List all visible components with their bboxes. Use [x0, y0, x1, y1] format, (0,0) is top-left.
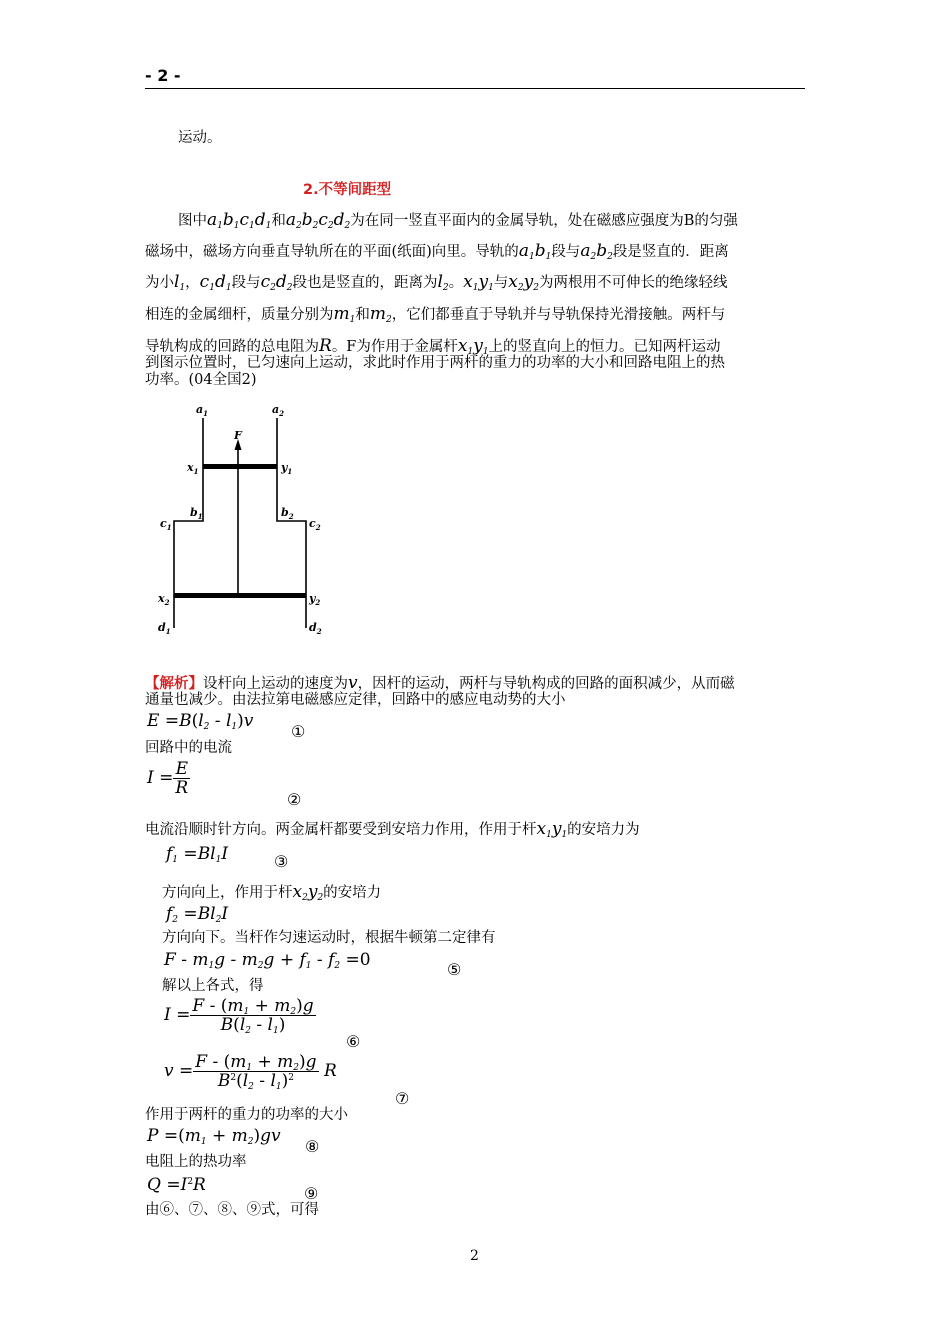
equation-current: I = $\frac{E}{R}$ — [147, 759, 189, 798]
text-line: 电流沿顺时针方向。两金属杆都要受到安培力作用，作用于杆$x_1y_1$的安培力为 — [145, 819, 640, 840]
equation-f2: $f_2 =Bl_2I$ — [166, 904, 229, 925]
text-line: 解以上各式，得 — [162, 978, 264, 994]
text-line: 作用于两杆的重力的功率的大小 — [145, 1107, 348, 1123]
label-y2: $y_2$ — [309, 592, 321, 607]
header-rule — [145, 88, 805, 89]
text-line: 功率。(04全国2) — [145, 372, 257, 388]
label-a2: $a_2$ — [272, 403, 285, 418]
equation-number: ③ — [274, 852, 289, 871]
equation-number: ⑨ — [304, 1184, 319, 1203]
label-x1: $x_1$ — [187, 461, 199, 476]
label-d1: $d_1$ — [158, 621, 171, 636]
equation-emf: $E =B(l_2 - l_1)v$ — [147, 711, 254, 732]
text-line: 相连的金属细杆，质量分别为$m_1$和$m_2$，它们都垂直于导轨并与导轨保持光滑接触。两杆与 — [145, 304, 726, 325]
equation-number: ⑤ — [447, 960, 462, 979]
text-line: 通量也减少。由法拉第电磁感应定律，回路中的感应电动势的大小 — [145, 692, 566, 708]
text-line: 【解析】设杆向上运动的速度为v，因杆的运动，两杆与导轨构成的回路的面积减少，从而磁 — [145, 673, 735, 693]
text-line: 方向向下。当杆作匀速运动时，根据牛顿第二定律有 — [162, 930, 496, 946]
label-b1: $b_1$ — [190, 506, 203, 521]
text-line: 回路中的电流 — [145, 740, 232, 756]
equation-number: ⑦ — [395, 1089, 410, 1108]
equation-f1: $f_1 =Bl_1I$ — [166, 844, 229, 865]
equation-newton: $F - m_1g - m_2g + f_1 - f_2 =0$ — [164, 950, 371, 971]
text-line: 到图示位置时，已匀速向上运动，求此时作用于两杆的重力的功率的大小和回路电阻上的热 — [145, 355, 725, 371]
label-c1: $c_1$ — [160, 517, 172, 532]
label-F: F — [234, 429, 242, 442]
text-line: 磁场中，磁场方向垂直导轨所在的平面(纸面)向里。导轨的$a_1b_1$段与$a_2b_2$段是竖直的．距离 — [145, 241, 729, 262]
label-x2: $x_2$ — [158, 592, 170, 607]
label-d2: $d_2$ — [309, 621, 322, 636]
label-a1: $a_1$ — [196, 403, 209, 418]
equation-number: ② — [287, 790, 302, 809]
text-line: 图中$a_1b_1c_1d_1$和$a_2b_2c_2d_2$为在同一竖直平面内的金属导轨，处在磁感应强度为B的匀强 — [178, 210, 738, 231]
text-line: 电阻上的热功率 — [145, 1154, 247, 1170]
rod-x2y2 — [174, 593, 306, 598]
analysis-label: 【解析】 — [145, 675, 203, 692]
equation-I-result: I = $\frac{F - (m_1 + m_2)g}{B(l_2 - l_1)}$ — [164, 996, 314, 1036]
text-line: 为小$l_1$，$c_1d_1$段与$c_2d_2$段也是竖直的，距离为$l_2$。$x_1y_1$与$x_2y_2$为两根用不可伸长的绝缘轻线 — [145, 272, 728, 293]
text-line: 导轨构成的回路的总电阻为R。F为作用于金属杆$x_1y_1$上的竖直向上的恒力。已知两杆运动 — [145, 336, 721, 357]
text-line: 运动。 — [178, 130, 222, 146]
equation-number: ⑥ — [346, 1032, 361, 1051]
label-y1: $y_1$ — [281, 461, 293, 476]
text-line: 方向向上，作用于杆$x_2y_2$的安培力 — [162, 882, 382, 903]
text-line: 由⑥、⑦、⑧、⑨式，可得 — [145, 1202, 319, 1218]
rail-figure — [150, 398, 330, 648]
label-b2: $b_2$ — [281, 506, 294, 521]
section-title: 2.不等间距型 — [303, 182, 392, 198]
equation-number: ⑧ — [305, 1137, 320, 1156]
label-c2: $c_2$ — [309, 517, 321, 532]
page-number: 2 — [470, 1248, 479, 1264]
rod-x1y1 — [203, 464, 277, 469]
equation-number: ① — [291, 722, 306, 741]
equation-heat: $Q =I^2R$ — [147, 1175, 206, 1195]
equation-power: $P =(m_1 + m_2)gv$ — [147, 1126, 281, 1147]
equation-v-result: v = $\frac{F - (m_1 + m_2)g}{B^2(l_2 - l_1)^2}$ R — [164, 1052, 337, 1092]
page-marker: - 2 - — [145, 66, 181, 85]
